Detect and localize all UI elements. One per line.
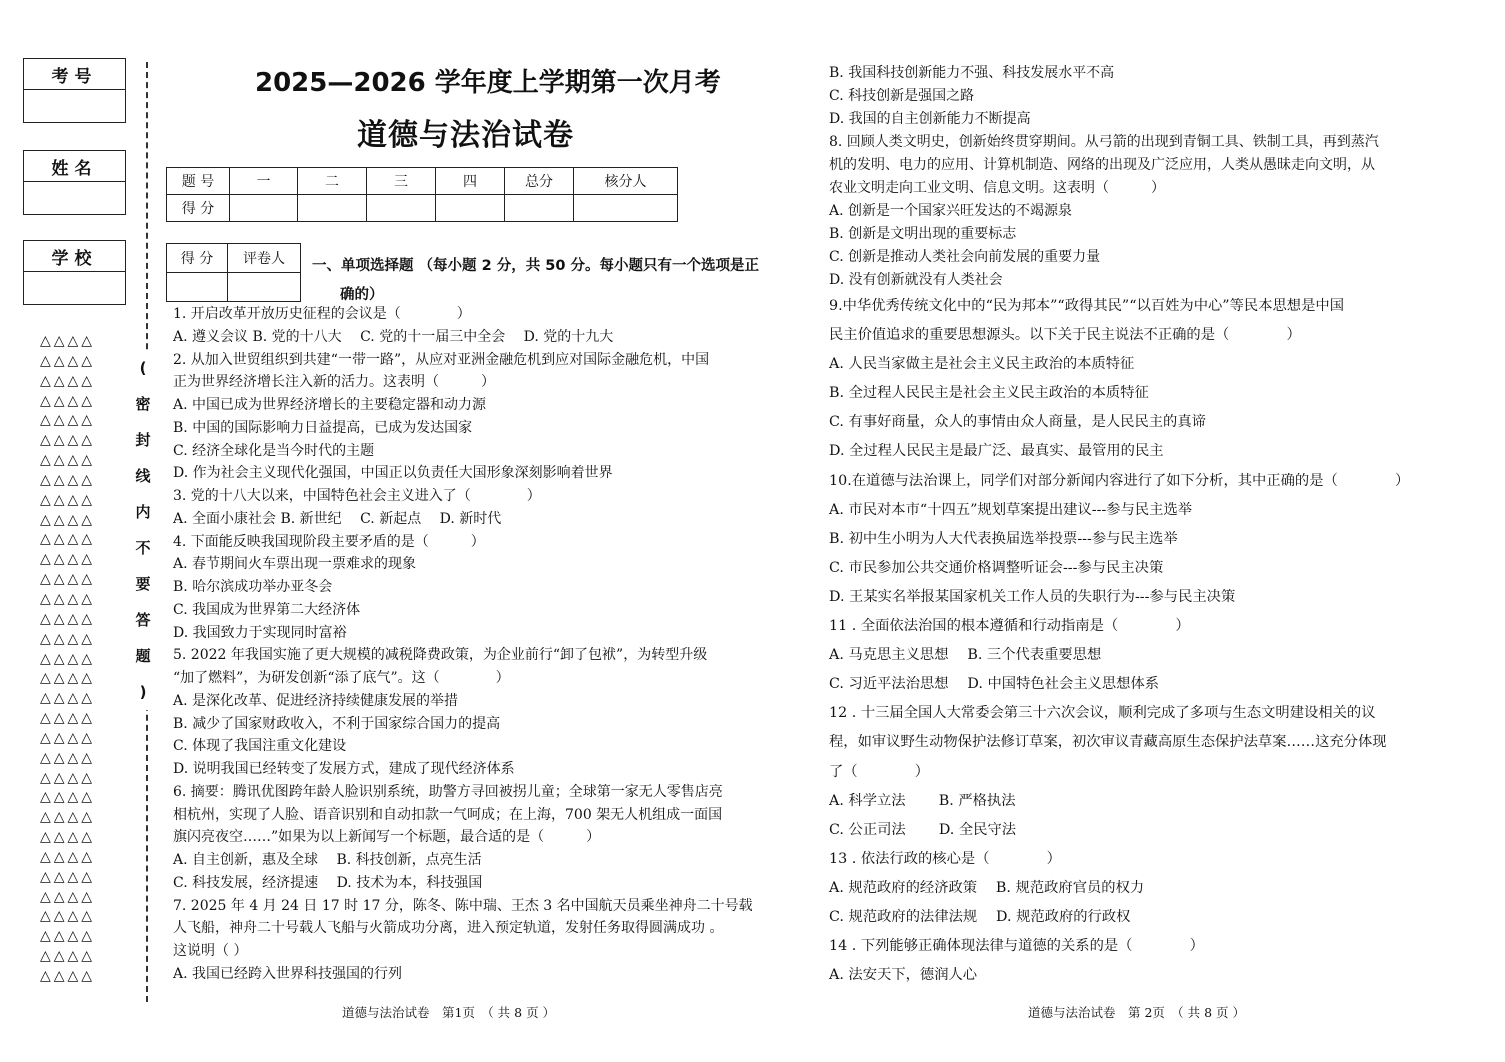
score-cell[interactable] (298, 195, 367, 222)
question-line: B. 初中生小明为人大代表换届选举投票---参与民主选举 (829, 530, 1178, 547)
score-cell[interactable] (574, 195, 678, 222)
grader-score-cell[interactable] (167, 273, 228, 302)
triangle-row: △△△△ (40, 729, 96, 746)
triangle-row: △△△△ (40, 630, 96, 647)
triangle-row: △△△△ (40, 471, 96, 488)
score-header: 三 (367, 168, 436, 195)
exam-number-label: 考号 (24, 59, 125, 90)
triangle-row: △△△△ (40, 789, 96, 806)
question-line: B. 全过程人民民主是社会主义民主政治的本质特征 (829, 385, 1149, 402)
question-line: 9.中华优秀传统文化中的“民为邦本”“政得其民”“以百姓为中心”等民本思想是中国 (829, 298, 1344, 314)
question-line: 4. 下面能反映我国现阶段主要矛盾的是（ ） (173, 533, 485, 550)
footer-page-2: 道德与法治试卷 第 2页 （ 共 8 页 ） (1028, 1005, 1246, 1020)
seal-char: 密 (135, 395, 151, 413)
question-line: 10.在道德与法治课上，同学们对部分新闻内容进行了如下分析，其中正确的是（ ） (829, 472, 1410, 489)
question-line: A. 马克思主义思想 B. 三个代表重要思想 (829, 647, 1102, 664)
triangle-row: △△△△ (40, 948, 96, 965)
question-line: D. 说明我国已经转变了发展方式，建成了现代经济体系 (173, 761, 515, 777)
score-header: 一 (230, 168, 298, 195)
question-line: A. 是深化改革、促进经济持续健康发展的举措 (173, 692, 459, 709)
question-line: A. 中国已成为世界经济增长的主要稳定器和动力源 (173, 397, 487, 413)
exam-number-field[interactable] (24, 90, 125, 122)
triangle-row: △△△△ (40, 333, 96, 349)
grader-score-label: 得 分 (167, 244, 228, 273)
triangle-row: △△△△ (40, 829, 96, 846)
section-title-line: 一、单项选择题 （每小题 2 分，共 50 分。每小题只有一个选项是正 (312, 258, 760, 274)
score-header: 二 (298, 168, 367, 195)
name-label: 姓名 (24, 151, 125, 182)
exam-title: 2025—2026 学年度上学期第一次月考 (255, 68, 721, 98)
seal-char: ( (139, 359, 147, 377)
question-line: B. 中国的国际影响力日益提高，已成为发达国家 (173, 419, 473, 436)
question-line: C. 规范政府的法律法规 D. 规范政府的行政权 (829, 908, 1131, 925)
question-line: B. 哈尔滨成功举办亚冬会 (173, 579, 333, 595)
question-line: D. 我国致力于实现同时富裕 (173, 624, 347, 641)
triangle-row: △△△△ (40, 769, 96, 786)
score-table (166, 167, 678, 222)
triangle-row: △△△△ (40, 868, 96, 885)
question-line: 旗闪亮夜空……”如果为以上新闻写一个标题，最合适的是（ ） (173, 829, 601, 846)
question-line: A. 法安天下，德润人心 (829, 967, 978, 984)
school-box (23, 240, 126, 305)
triangle-row: △△△△ (40, 908, 96, 925)
triangle-row: △△△△ (40, 848, 96, 865)
triangle-row: △△△△ (40, 610, 96, 627)
right-questions-top (829, 62, 1379, 292)
question-line: C. 公正司法 D. 全民守法 (829, 821, 1017, 838)
name-box (23, 150, 126, 215)
section-title (312, 252, 772, 310)
left-questions (173, 303, 753, 986)
right-questions-bottom (829, 292, 1409, 990)
question-line: C. 我国成为世界第二大经济体 (173, 601, 361, 618)
question-line: 民主价值追求的重要思想源头。以下关于民主说法不正确的是（ ） (829, 327, 1301, 344)
question-line: 7. 2025 年 4 月 24 日 17 时 17 分，陈冬、陈中瑞、王杰 3 名中国航天员乘坐神舟二十号载 (173, 897, 753, 914)
triangle-row: △△△△ (40, 571, 96, 588)
seal-char: 题 (135, 647, 151, 665)
question-line: 程，如审议野生动物保护法修订草案，初次审议青藏高原生态保护法草案……这充分体现 (829, 734, 1387, 751)
triangle-border (40, 332, 120, 987)
grader-table (166, 243, 301, 302)
triangle-row: △△△△ (40, 491, 96, 508)
footer-page-1: 道德与法治试卷 第1页 （ 共 8 页 ） (342, 1005, 556, 1020)
triangle-row: △△△△ (40, 749, 96, 766)
triangle-row: △△△△ (40, 590, 96, 607)
question-line: 2. 从加入世贸组织到共建“一带一路”，从应对亚洲金融危机到应对国际金融危机，中国 (173, 351, 710, 368)
question-line: 农业文明走向工业文明、信息文明。这表明（ ） (829, 180, 1165, 196)
question-line: A. 春节期间火车票出现一票难求的现象 (173, 556, 417, 573)
grader-label: 评卷人 (228, 244, 301, 273)
question-line: C. 有事好商量，众人的事情由众人商量，是人民民主的真谛 (829, 414, 1206, 431)
question-line: 1. 开启改革开放历史征程的会议是（ ） (173, 306, 471, 322)
question-line: “加了燃料”，为研发创新“添了底气”。这（ ） (173, 670, 510, 686)
question-line: 机的发明、电力的应用、计算机制造、网络的出现及广泛应用，人类从愚昧走向文明，从 (829, 157, 1375, 173)
seal-warning (132, 350, 154, 710)
question-line: C. 习近平法治思想 D. 中国特色社会主义思想体系 (829, 676, 1160, 693)
score-header: 题 号 (167, 168, 230, 195)
score-header: 四 (436, 168, 505, 195)
question-line: A. 我国已经跨入世界科技强国的行列 (173, 965, 403, 982)
question-line: 14 . 下列能够正确体现法律与道德的关系的是（ ） (829, 938, 1204, 955)
question-line: C. 体现了我国注重文化建设 (173, 738, 347, 755)
question-line: 11 . 全面依法治国的根本遵循和行动指南是（ ） (829, 618, 1190, 635)
exam-subtitle: 道德与法治试卷 (357, 118, 574, 153)
triangle-row: △△△△ (40, 432, 96, 449)
exam-number-box (23, 58, 126, 123)
question-line: 相杭州，实现了人脸、语音识别和自动扣款一气呵成；在上海，700 架无人机组成一面国 (173, 806, 723, 823)
seal-char: ) (139, 683, 147, 701)
triangle-row: △△△△ (40, 511, 96, 528)
grader-name-cell[interactable] (228, 273, 301, 302)
seal-char: 内 (135, 503, 151, 521)
question-line: C. 科技创新是强国之路 (829, 88, 975, 104)
triangle-row: △△△△ (40, 650, 96, 667)
triangle-row: △△△△ (40, 968, 96, 984)
seal-char: 要 (135, 575, 151, 593)
question-line: B. 减少了国家财政收入，不利于国家综合国力的提高 (173, 715, 501, 732)
question-line: A. 遵义会议 B. 党的十八大 C. 党的十一届三中全会 D. 党的十九大 (173, 328, 614, 345)
triangle-row: △△△△ (40, 551, 96, 568)
question-line: 3. 党的十八大以来，中国特色社会主义进入了（ ） (173, 488, 541, 504)
question-line: D. 王某实名举报某国家机关工作人员的失职行为---参与民主决策 (829, 588, 1236, 605)
question-line: A. 全面小康社会 B. 新世纪 C. 新起点 D. 新时代 (173, 510, 502, 527)
score-cell[interactable] (230, 195, 298, 222)
question-line: A. 创新是一个国家兴旺发达的不竭源泉 (829, 203, 1073, 219)
question-line: B. 创新是文明出现的重要标志 (829, 226, 1017, 242)
question-line: C. 市民参加公共交通价格调整听证会---参与民主决策 (829, 559, 1164, 576)
name-field[interactable] (24, 182, 125, 214)
triangle-row: △△△△ (40, 670, 96, 687)
score-header: 总分 (505, 168, 574, 195)
school-label: 学校 (24, 241, 125, 272)
seal-char: 线 (135, 467, 151, 485)
seal-char: 不 (135, 539, 151, 557)
triangle-row: △△△△ (40, 412, 96, 429)
question-line: A. 市民对本市“十四五”规划草案提出建议---参与民主选举 (829, 501, 1193, 518)
triangle-row: △△△△ (40, 888, 96, 905)
triangle-row: △△△△ (40, 690, 96, 707)
question-line: C. 创新是推动人类社会向前发展的重要力量 (829, 249, 1101, 265)
triangle-row: △△△△ (40, 392, 96, 409)
question-line: 8. 回顾人类文明史，创新始终贯穿期间。从弓箭的出现到青铜工具、铁制工具，再到蒸汽 (829, 134, 1379, 150)
triangle-row: △△△△ (40, 352, 96, 369)
question-line: D. 作为社会主义现代化强国，中国正以负责任大国形象深刻影响着世界 (173, 465, 613, 482)
question-line: A. 科学立法 B. 严格执法 (829, 792, 1016, 809)
question-line: A. 人民当家做主是社会主义民主政治的本质特征 (829, 356, 1135, 373)
triangle-row: △△△△ (40, 372, 96, 389)
score-header: 核分人 (574, 168, 678, 195)
question-line: D. 全过程人民民主是最广泛、最真实、最管用的民主 (829, 443, 1164, 460)
triangle-row: △△△△ (40, 928, 96, 945)
question-line: A. 自主创新，惠及全球 B. 科技创新，点亮生活 (173, 852, 482, 868)
question-line: D. 我国的自主创新能力不断提高 (829, 111, 1031, 127)
section-title-cont: 确的） (340, 287, 384, 303)
question-line: A. 规范政府的经济政策 B. 规范政府官员的权力 (829, 879, 1145, 896)
question-line: 这说明（ ） (173, 943, 248, 959)
seal-char: 答 (135, 611, 151, 629)
triangle-row: △△△△ (40, 531, 96, 548)
triangle-row: △△△△ (40, 809, 96, 826)
question-line: C. 经济全球化是当今时代的主题 (173, 442, 375, 459)
score-cell[interactable] (367, 195, 436, 222)
question-line: 了（ ） (829, 763, 930, 780)
score-cell[interactable] (505, 195, 574, 222)
question-line: 人飞船，神舟二十号载人飞船与火箭成功分离，进入预定轨道，发射任务取得圆满成功 。 (173, 920, 724, 937)
question-line: B. 我国科技创新能力不强、科技发展水平不高 (829, 65, 1115, 81)
question-line: 12 . 十三届全国人大常委会第三十六次会议，顺利完成了多项与生态文明建设相关的议 (829, 705, 1376, 722)
school-field[interactable] (24, 272, 125, 304)
question-line: 5. 2022 年我国实施了更大规模的减税降费政策，为企业前行“卸了包袱”，为转型升级 (173, 647, 708, 664)
question-line: D. 没有创新就没有人类社会 (829, 272, 1003, 288)
score-row-label: 得 分 (167, 195, 230, 222)
triangle-row: △△△△ (40, 452, 96, 469)
question-line: 正为世界经济增长注入新的活力。这表明（ ） (173, 374, 495, 391)
seal-char: 封 (135, 431, 151, 449)
triangle-row: △△△△ (40, 710, 96, 727)
question-line: 13 . 依法行政的核心是（ ） (829, 850, 1061, 867)
question-line: C. 科技发展，经济提速 D. 技术为本，科技强国 (173, 874, 483, 891)
question-line: 6. 摘要：腾讯优图跨年龄人脸识别系统，助警方寻回被拐儿童；全球第一家无人零售店亮 (173, 783, 723, 800)
score-cell[interactable] (436, 195, 505, 222)
